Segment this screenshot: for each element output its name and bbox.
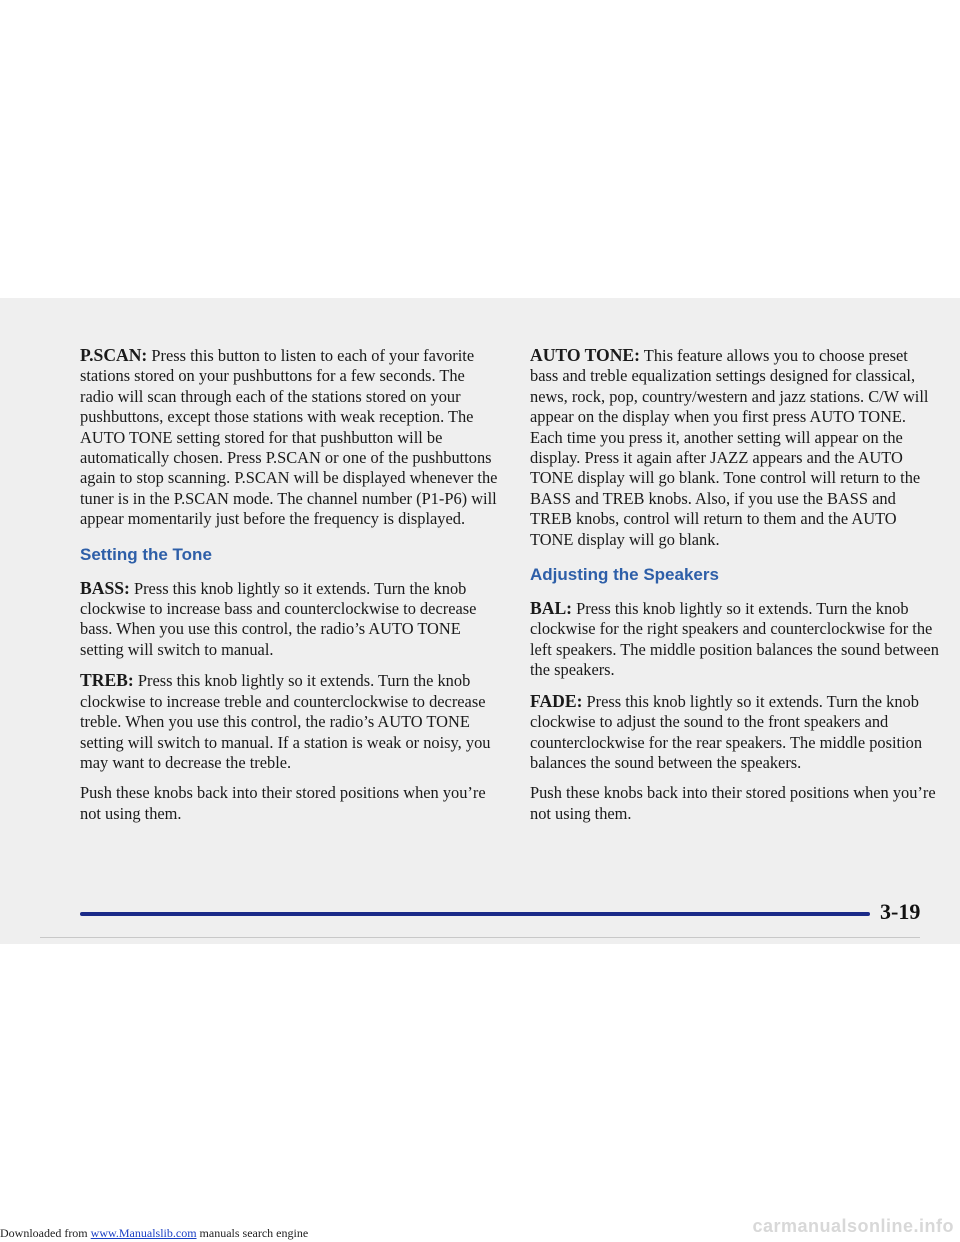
download-suffix: manuals search engine bbox=[196, 1226, 309, 1240]
push-knobs-paragraph-right: Push these knobs back into their stored positions when you’re not using them. bbox=[530, 783, 936, 823]
bal-text: Press this knob lightly so it extends. Turn the knob clockwise for the right speakers and counterclockwise for the left speakers. The middle position balances the sound between the speakers. bbox=[530, 599, 939, 680]
manualslib-link[interactable]: www.Manualslib.com bbox=[90, 1226, 197, 1240]
setting-the-tone-heading: Setting the Tone bbox=[80, 544, 212, 564]
auto-tone-term: AUTO TONE: bbox=[530, 345, 640, 365]
bass-term: BASS: bbox=[80, 577, 130, 598]
bass-paragraph bbox=[80, 578, 502, 661]
left-column bbox=[80, 345, 502, 834]
treb-term: TREB: bbox=[80, 670, 134, 691]
fade-paragraph bbox=[530, 691, 940, 774]
fade-term: FADE: bbox=[530, 690, 583, 711]
treb-text: Press this knob lightly so it extends. Turn the knob clockwise to increase treble and counterclockwise to decrease treble. When you use this control, the radio’s AUTO TONE setting will switch to manual. If a station is weak or noisy, you may want to decrease the treble. bbox=[80, 671, 491, 772]
page-number: 3-19 bbox=[880, 899, 921, 924]
pscan-paragraph bbox=[80, 345, 502, 530]
bal-paragraph bbox=[530, 598, 940, 681]
fade-text: Press this knob lightly so it extends. Turn the knob clockwise to adjust the sound to the front speakers and counterclockwise for the rear speakers. The middle position balances the sound between the speakers. bbox=[530, 691, 923, 772]
right-column bbox=[530, 345, 940, 834]
auto-tone-text: This feature allows you to choose preset bass and treble equalization settings designed for classical, news, rock, pop, country/western and jazz stations. C/W will appear on the display when you first press AUTO TONE. Each time you press it, another setting will appear on the display. Press it again after JAZZ appears and the AUTO TONE display will go blank. Tone control will return to the BASS and TREB knobs. Also, if you use the BASS and TREB knobs, control will return to them and the AUTO TONE display will go blank. bbox=[530, 346, 929, 549]
treb-paragraph bbox=[80, 670, 502, 773]
watermark: carmanualsonline.info bbox=[752, 1216, 954, 1236]
pscan-text: Press this button to listen to each of your favorite stations stored on your pushbuttons for a few seconds. The radio will scan through each of the stations stored on your pushbuttons, except those stations with weak reception. The AUTO TONE setting stored for that pushbutton will be automatically chosen. Press P.SCAN or one of the pushbuttons again to stop scanning. P.SCAN will be displayed whenever the tuner is in the P.SCAN mode. The channel number (P1-P6) will appear momentarily just before the frequency is displayed. bbox=[80, 346, 498, 529]
footer-thin-rule bbox=[40, 937, 920, 938]
footer-rule bbox=[80, 912, 870, 916]
adjusting-the-speakers-heading: Adjusting the Speakers bbox=[530, 565, 719, 585]
bal-term: BAL: bbox=[530, 598, 573, 619]
pscan-term: P.SCAN: bbox=[80, 345, 148, 365]
push-knobs-paragraph-left: Push these knobs back into their stored positions when you’re not using them. bbox=[80, 783, 486, 823]
download-prefix: Downloaded from bbox=[0, 1226, 91, 1240]
download-credit bbox=[0, 1226, 308, 1241]
bass-text: Press this knob lightly so it extends. Turn the knob clockwise to increase bass and counterclockwise to decrease bass. When you use this control, the radio’s AUTO TONE setting will switch to manual. bbox=[80, 578, 477, 659]
auto-tone-paragraph bbox=[530, 345, 940, 550]
